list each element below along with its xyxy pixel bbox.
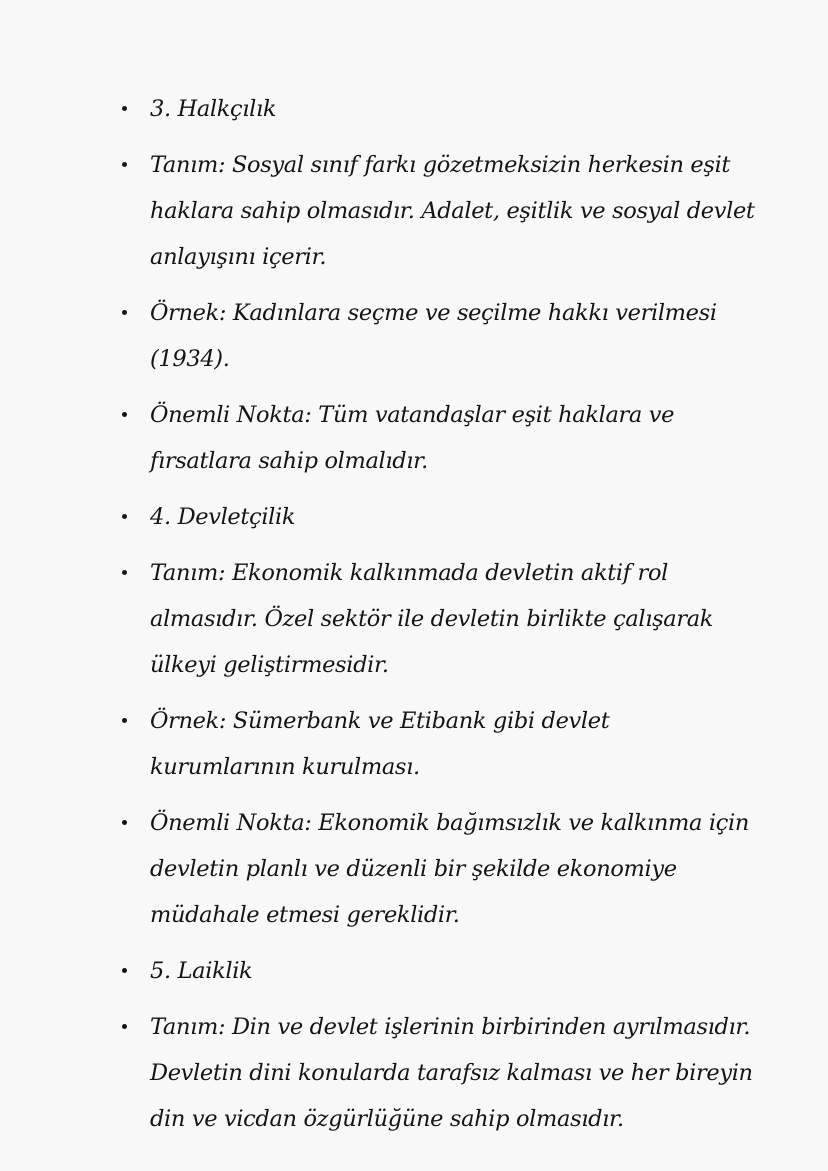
bullet-list xyxy=(118,86,758,1152)
bullet-dot-icon xyxy=(122,162,127,167)
bullet-item-laiklik-title xyxy=(118,948,758,994)
bullet-text: 5. Laiklik xyxy=(150,958,253,984)
bullet-item-halkcilik-ornek xyxy=(118,290,758,382)
bullet-item-devletcilik-onemli-nokta xyxy=(118,800,758,938)
bullet-dot-icon xyxy=(122,106,127,111)
bullet-dot-icon xyxy=(122,820,127,825)
bullet-text: Tanım: Sosyal sınıf farkı gözetmeksizin herkesin eşit haklara sahip olmasıdır. Adalet, eşitlik ve sosyal devlet anlayışını içerir. xyxy=(150,152,755,270)
bullet-item-devletcilik-ornek xyxy=(118,698,758,790)
bullet-dot-icon xyxy=(122,968,127,973)
bullet-text: Önemli Nokta: Tüm vatandaşlar eşit haklara ve fırsatlara sahip olmalıdır. xyxy=(150,402,675,474)
bullet-dot-icon xyxy=(122,514,127,519)
bullet-text: 4. Devletçilik xyxy=(150,504,296,530)
bullet-item-halkcilik-title xyxy=(118,86,758,132)
bullet-text: Örnek: Sümerbank ve Etibank gibi devlet kurumlarının kurulması. xyxy=(150,708,610,780)
bullet-dot-icon xyxy=(122,1024,127,1029)
bullet-dot-icon xyxy=(122,570,127,575)
bullet-item-devletcilik-tanim xyxy=(118,550,758,688)
bullet-text: Örnek: Kadınlara seçme ve seçilme hakkı verilmesi (1934). xyxy=(150,300,717,372)
bullet-text: Tanım: Ekonomik kalkınmada devletin aktif rol almasıdır. Özel sektör ile devletin birlikte çalışarak ülkeyi geliştirmesidir. xyxy=(150,560,714,678)
bullet-item-halkcilik-onemli-nokta xyxy=(118,392,758,484)
bullet-text: Tanım: Din ve devlet işlerinin birbirinden ayrılmasıdır. Devletin dini konularda tarafsız kalması ve her bireyin din ve vicdan özgürlüğüne sahip olmasıdır. xyxy=(150,1014,753,1132)
bullet-dot-icon xyxy=(122,718,127,723)
bullet-dot-icon xyxy=(122,412,127,417)
bullet-item-laiklik-tanim xyxy=(118,1004,758,1142)
bullet-text: 3. Halkçılık xyxy=(150,96,277,122)
bullet-item-devletcilik-title xyxy=(118,494,758,540)
bullet-dot-icon xyxy=(122,310,127,315)
bullet-item-halkcilik-tanim xyxy=(118,142,758,280)
bullet-text: Önemli Nokta: Ekonomik bağımsızlık ve kalkınma için devletin planlı ve düzenli bir şekilde ekonomiye müdahale etmesi gereklidir. xyxy=(150,810,749,928)
